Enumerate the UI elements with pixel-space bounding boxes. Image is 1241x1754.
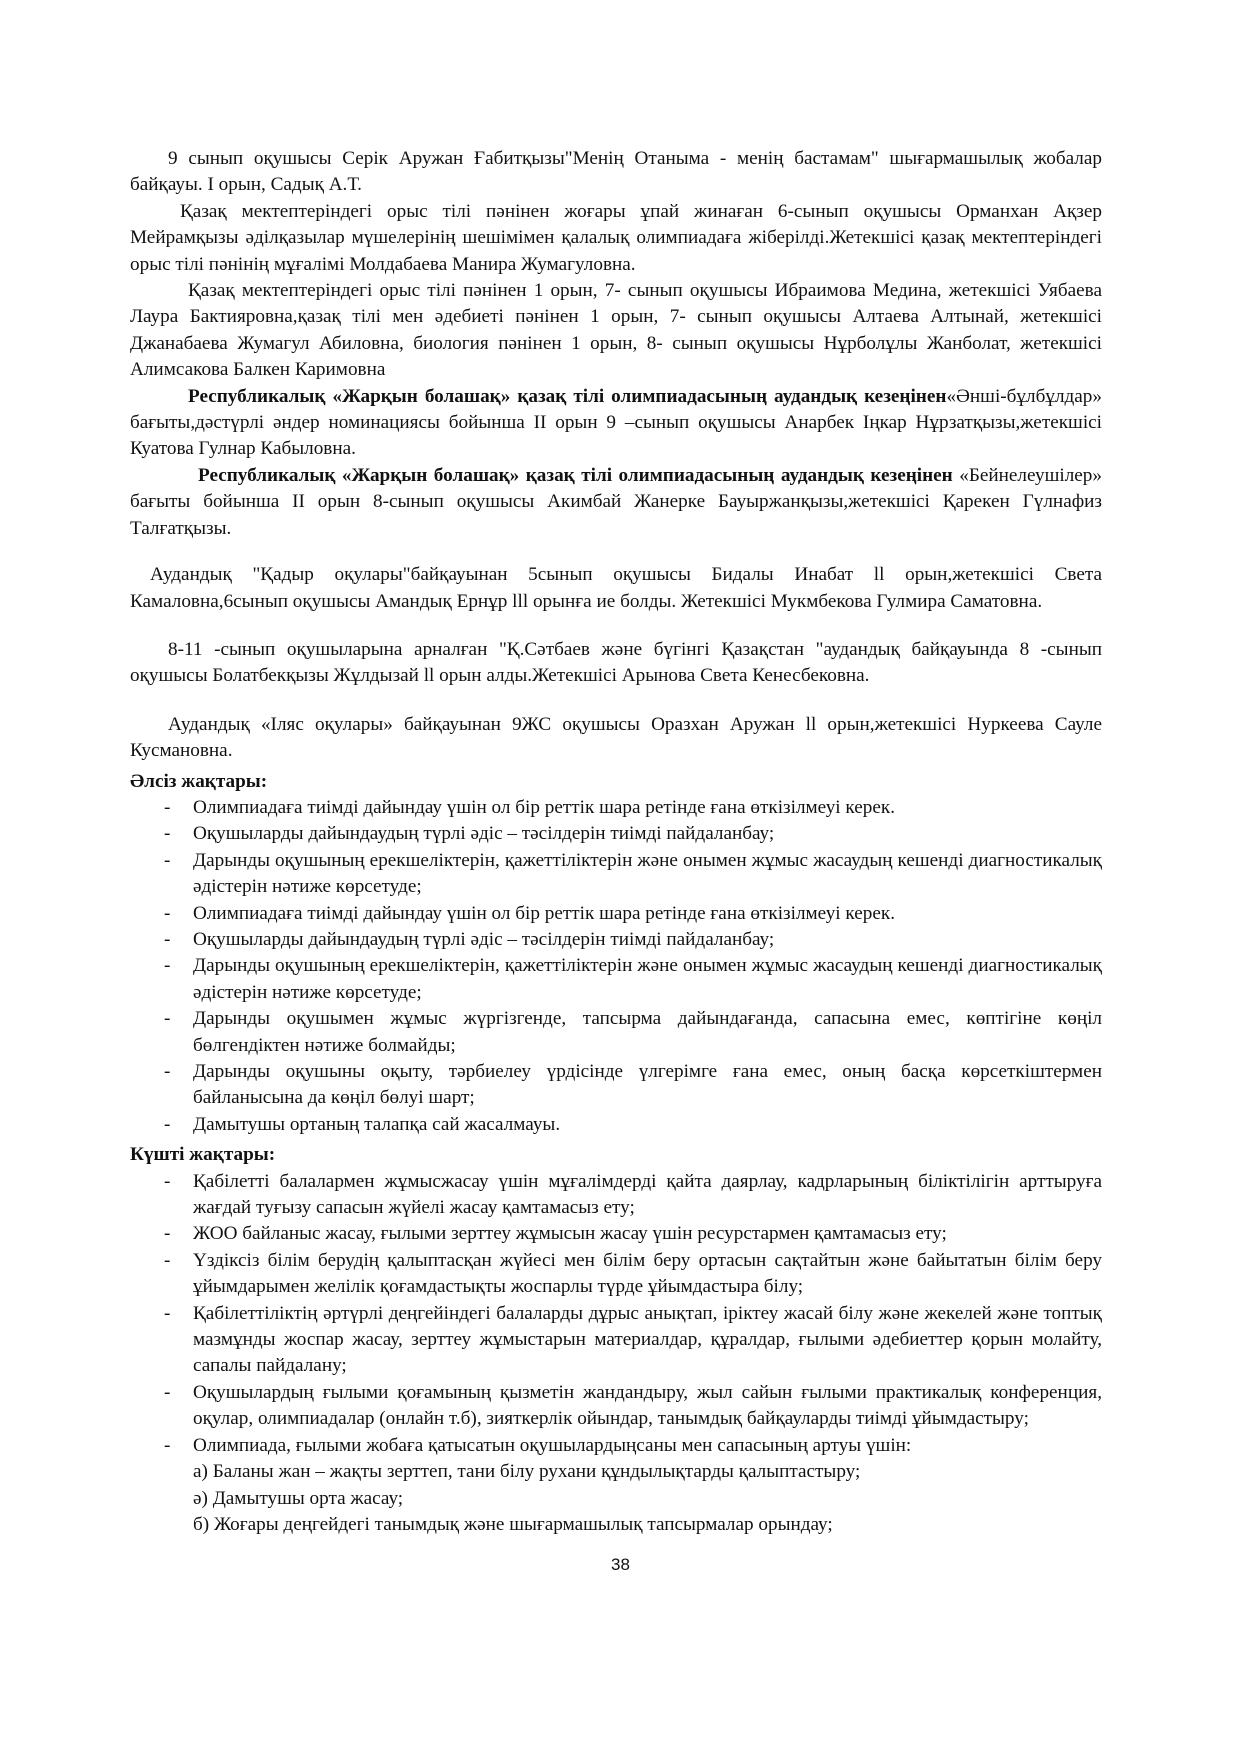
sub-item-a: а) Баланы жан – жақты зерттеп, тани білу рухани құндылықтарды қалыптастыру;	[193, 1461, 861, 1483]
dash-bullet: -	[164, 1170, 171, 1192]
dash-bullet: -	[164, 1381, 171, 1403]
weaknesses-heading: Әлсіз жақтары:	[130, 770, 268, 792]
dash-bullet: -	[164, 1008, 171, 1030]
list-item: - Оқушыларды дайындаудың түрлі әдіс – тәсілдерін тиімді пайдаланбау;	[130, 821, 1102, 847]
list-item: - Дарынды оқушымен жұмыс жүргізгенде, тапсырма дайындағанда, сапасына емес, көптігіне көңіл бөлгендіктен нәтиже болмайды;	[164, 1008, 1102, 1056]
dash-bullet: -	[164, 902, 171, 924]
dash-bullet: -	[164, 1302, 171, 1324]
list-item: - Дарынды оқушының ерекшеліктерін, қажеттіліктерін және онымен жұмыс жасаудың кешенді диагностикалық әдістерін нәтиже көрсетуде;	[164, 955, 1102, 1003]
dash-bullet: -	[164, 823, 171, 845]
page-number: 38	[611, 1555, 630, 1574]
dash-bullet: -	[164, 1434, 171, 1456]
list-item: - Олимпиадаға тиімді дайындау үшін ол бір реттік шара ретінде ғана өткізілмеуі керек.	[130, 795, 1102, 821]
strengths-list	[130, 1169, 1102, 1459]
paragraph-zharkyn-bolashak-artists	[130, 463, 1102, 542]
paragraph-text: «Бейнелеушілер» бағыты бойынша II орын 8-сынып оқушысы Акимбай Жанерке Бауыржанқызы,жетекшісі Қарекен Гүлнафиз Талғатқызы.	[130, 464, 1102, 539]
paragraph-text: «Әнші-бұлбұлдар» бағыты,дәстүрлі әндер номинациясы бойынша II орын 9 –сынып оқушысы Анарбек Іңкар Нұрзатқызы,жетекшісі Куатова Гулнар Кабыловна.	[130, 385, 1102, 460]
paragraph-first-place-winners: Қазақ мектептеріндегі орыс тілі пәнінен 1 орын, 7- сынып оқушысы Ибраимова Медина, жетекшісі Уябаева Лаура Бактияровна,қазақ тілі мен әдебиеті пәнінен 1 орын, 7- сынып оқушысы Алтаева Алтынай, жетекшісі Джанабаева Жумагул Абиловна, биология пәнінен 1 орын, 8- сынып оқушысы Нұрболұлы Жанболат, жетекшісі Алимсакова Балкен Каримовна	[130, 280, 1102, 381]
list-item: - Оқушылардың ғылыми қоғамының қызметін жандандыру, жыл сайын ғылыми практикалық конференция, оқулар, олимпиадалар (онлайн т.б), зияткерлік ойындар, танымдық байқауларды тиімді ұйымдастыру;	[164, 1381, 1102, 1430]
dash-bullet: -	[164, 955, 171, 977]
dash-bullet: -	[164, 849, 171, 871]
dash-bullet: -	[164, 1249, 171, 1271]
list-item: - Олимпиада, ғылыми жобаға қатысатын оқушылардыңсаны мен сапасының артуы үшін:	[130, 1433, 1102, 1459]
dash-bullet: -	[164, 928, 171, 950]
list-item: - Олимпиадаға тиімді дайындау үшін ол бір реттік шара ретінде ғана өткізілмеуі керек.	[130, 901, 1102, 927]
olympiad-title-bold: Республикалық «Жарқын болашақ» қазақ тілі олимпиадасының аудандық кезеңінен	[188, 385, 947, 407]
dash-bullet: -	[164, 1223, 171, 1245]
paragraph-russian-language-olympiad: Қазақ мектептеріндегі орыс тілі пәнінен жоғары ұпай жинаған 6-сынып оқушысы Орманхан Ақзер Мейрамқызы әділқазылар мүшелерінің шешімімен қалалық олимпиадаға жіберілді.Жетекшісі қазақ мектептеріндегі орыс тілі пәнінің мұғалімі Молдабаева Манира Жумагуловна.	[130, 200, 1102, 275]
paragraph-kadyr-readings: Аудандық "Қадыр оқулары"байқауынан 5сынып оқушысы Бидалы Инабат ll орын,жетекшісі Света Камаловна,6сынып оқушысы Амандық Ернұр lll орынға ие болды. Жетекшісі Мукмбекова Гулмира Саматовна.	[130, 564, 1102, 612]
list-item: - Қабілеттіліктің әртүрлі деңгейіндегі балаларды дұрыс анықтап, іріктеу жасай білу және жекелей және топтық мазмұнды жоспар жасау, зерттеу жұмыстарын материалдар, құралдар, ғылыми әдебиеттер қорын молайту, сапалы пайдалану;	[164, 1302, 1102, 1377]
sub-item-ae: ә) Дамытушы орта жасау;	[193, 1487, 404, 1509]
paragraph-ilyas-readings: Аудандық «Іляс оқулары» байқауынан 9ЖС оқушысы Оразхан Аружан ll орын,жетекшісі Нуркеева Сауле Кусмановна.	[130, 713, 1102, 762]
list-item: - Оқушыларды дайындаудың түрлі әдіс – тәсілдерін тиімді пайдаланбау;	[130, 927, 1102, 953]
olympiad-title-bold: Республикалық «Жарқын болашақ» қазақ тілі олимпиадасының аудандық кезеңінен	[198, 464, 953, 486]
dash-bullet: -	[164, 1113, 171, 1135]
list-item: - ЖОО байланыс жасау, ғылыми зерттеу жұмысын жасау үшін ресурстармен қамтамасыз ету;	[130, 1221, 1102, 1247]
dash-bullet: -	[164, 796, 171, 818]
list-item: - Дамытушы ортаның талапқа сай жасалмауы.	[130, 1112, 1102, 1138]
page-content	[130, 146, 1102, 1538]
list-item: - Қабілетті балалармен жұмысжасау үшін мұғалімдерді қайта даярлау, кадрларының біліктілігін арттыруға жағдай туғызу сапасын жүйелі жасау қамтамасыз ету;	[164, 1170, 1102, 1219]
paragraph-satbayev-contest: 8-11 -сынып оқушыларына арналған "Қ.Сәтбаев және бүгінгі Қазақстан "аудандық байқауында 8 -сынып оқушысы Болатбекқызы Жұлдызай ll орын алды.Жетекшісі Арынова Света Кенесбековна.	[130, 638, 1102, 687]
paragraph-creative-projects-contest: 9 сынып оқушысы Серік Аружан Ғабитқызы"Менің Отаныма - менің бастамам" шығармашылық жобалар байқауы. I орын, Садық А.Т.	[130, 148, 1102, 196]
list-item: - Дарынды оқушының ерекшеліктерін, қажеттіліктерін және онымен жұмыс жасаудың кешенді диагностикалық әдістерін нәтиже көрсетуде;	[164, 849, 1102, 898]
paragraph-zharkyn-bolashak-singers	[130, 384, 1102, 463]
sub-item-b: б) Жоғары деңгейдегі танымдық және шығармашылық тапсырмалар орындау;	[193, 1513, 833, 1535]
list-item: - Дарынды оқушыны оқыту, тәрбиелеу үрдісінде үлгерімге ғана емес, оның басқа көрсеткіштермен байланысына да көңіл бөлуі шарт;	[164, 1061, 1102, 1109]
strengths-heading: Күшті жақтары:	[130, 1144, 276, 1166]
weaknesses-list	[130, 795, 1102, 1138]
list-item: - Үздіксіз білім берудің қалыптасқан жүйесі мен білім беру ортасын сақтайтын және байытатын білім беру ұйымдарымен желілік қоғамдастықты жоспарлы түрде ұйымдастыра білу;	[164, 1249, 1102, 1298]
dash-bullet: -	[164, 1061, 171, 1082]
